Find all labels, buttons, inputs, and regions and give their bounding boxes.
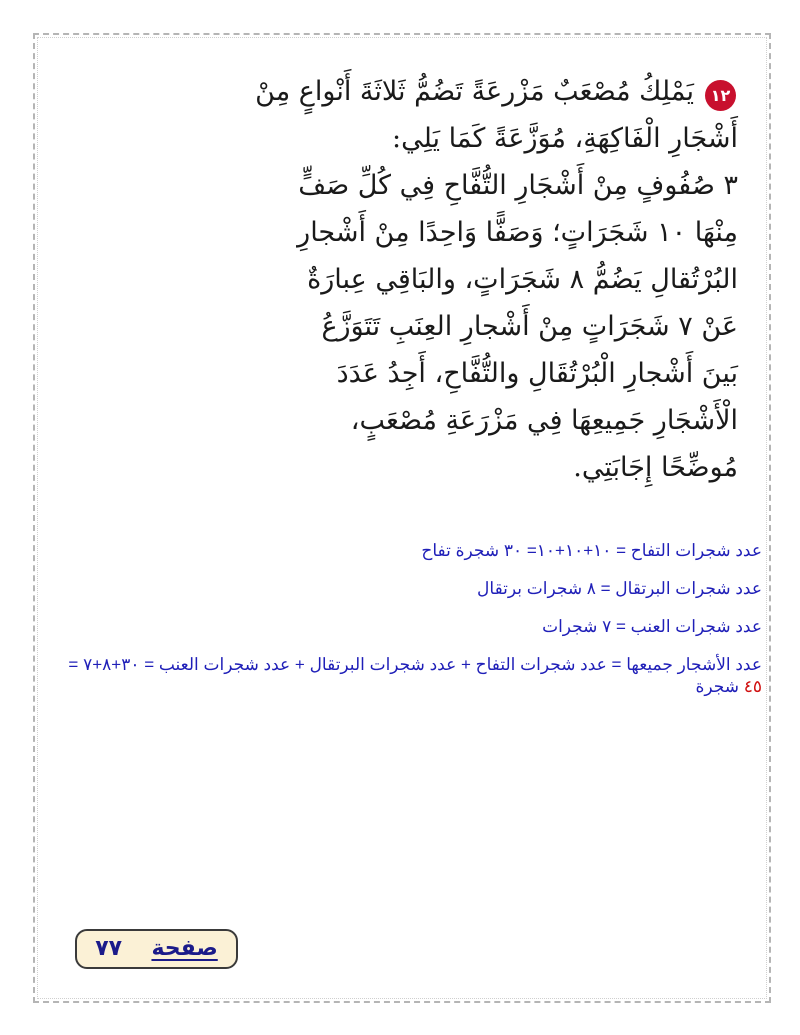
answer-total-suffix: شجرة (695, 677, 744, 696)
answer-oranges: عدد شجرات البرتقال = ٨ شجرات برتقال (477, 579, 762, 598)
problem-line: بَينَ أَشْجارِ الْبُرْتُقَالِ والتُّفَّاحِ، أَجِدُ عَدَدَ (336, 358, 738, 389)
problem-text (178, 68, 738, 491)
problem-line: مُوضِّحًا إِجَابَتِي. (573, 452, 738, 483)
answer-total (62, 654, 762, 698)
page-number: ٧٧ (95, 936, 123, 961)
problem-line: ٣ صُفُوفٍ مِنْ أَشْجَارِ التُّفَّاحِ فِي كُلِّ صَفٍّ (298, 170, 738, 201)
problem-number-badge: ١٢ (705, 80, 736, 111)
answer-total-prefix: عدد الأشجار جميعها = عدد شجرات التفاح + عدد شجرات البرتقال + عدد شجرات العنب = ٣٠+٨+٧ = (68, 655, 762, 674)
answer-block (62, 540, 762, 698)
problem-line: أَشْجَارِ الْفَاكِهَةِ، مُوَزَّعَةً كَمَا يَلِي: (391, 123, 738, 154)
answer-total-value: ٤٥ (743, 677, 762, 696)
answer-apples: عدد شجرات التفاح = ١٠+١٠+١٠= ٣٠ شجرة تفاح (421, 541, 762, 560)
problem-line: الْأَشْجَارِ جَمِيعِهَا فِي مَزْرَعَةِ مُصْعَبٍ، (350, 405, 738, 436)
problem-line: عَنْ ٧ شَجَرَاتٍ مِنْ أَشْجارِ العِنَبِ تَتَوَزَّعُ (321, 311, 738, 342)
page-number-box (75, 929, 238, 969)
answer-grapes: عدد شجرات العنب = ٧ شجرات (542, 617, 762, 636)
problem-line: يَمْلِكُ مُصْعَبٌ مَزْرعَةً تَضُمُّ ثَلاثَةَ أَنْواعٍ مِنْ (255, 76, 694, 107)
page-word: صفحة (151, 936, 218, 961)
problem-line: مِنْهَا ١٠ شَجَرَاتٍ؛ وَصَفًّا وَاحِدًا مِنْ أَشْجارِ (297, 217, 738, 248)
problem-line: البُرْتُقالِ يَضُمُّ ٨ شَجَرَاتٍ، والبَاقِي عِبارَةٌ (307, 264, 738, 295)
